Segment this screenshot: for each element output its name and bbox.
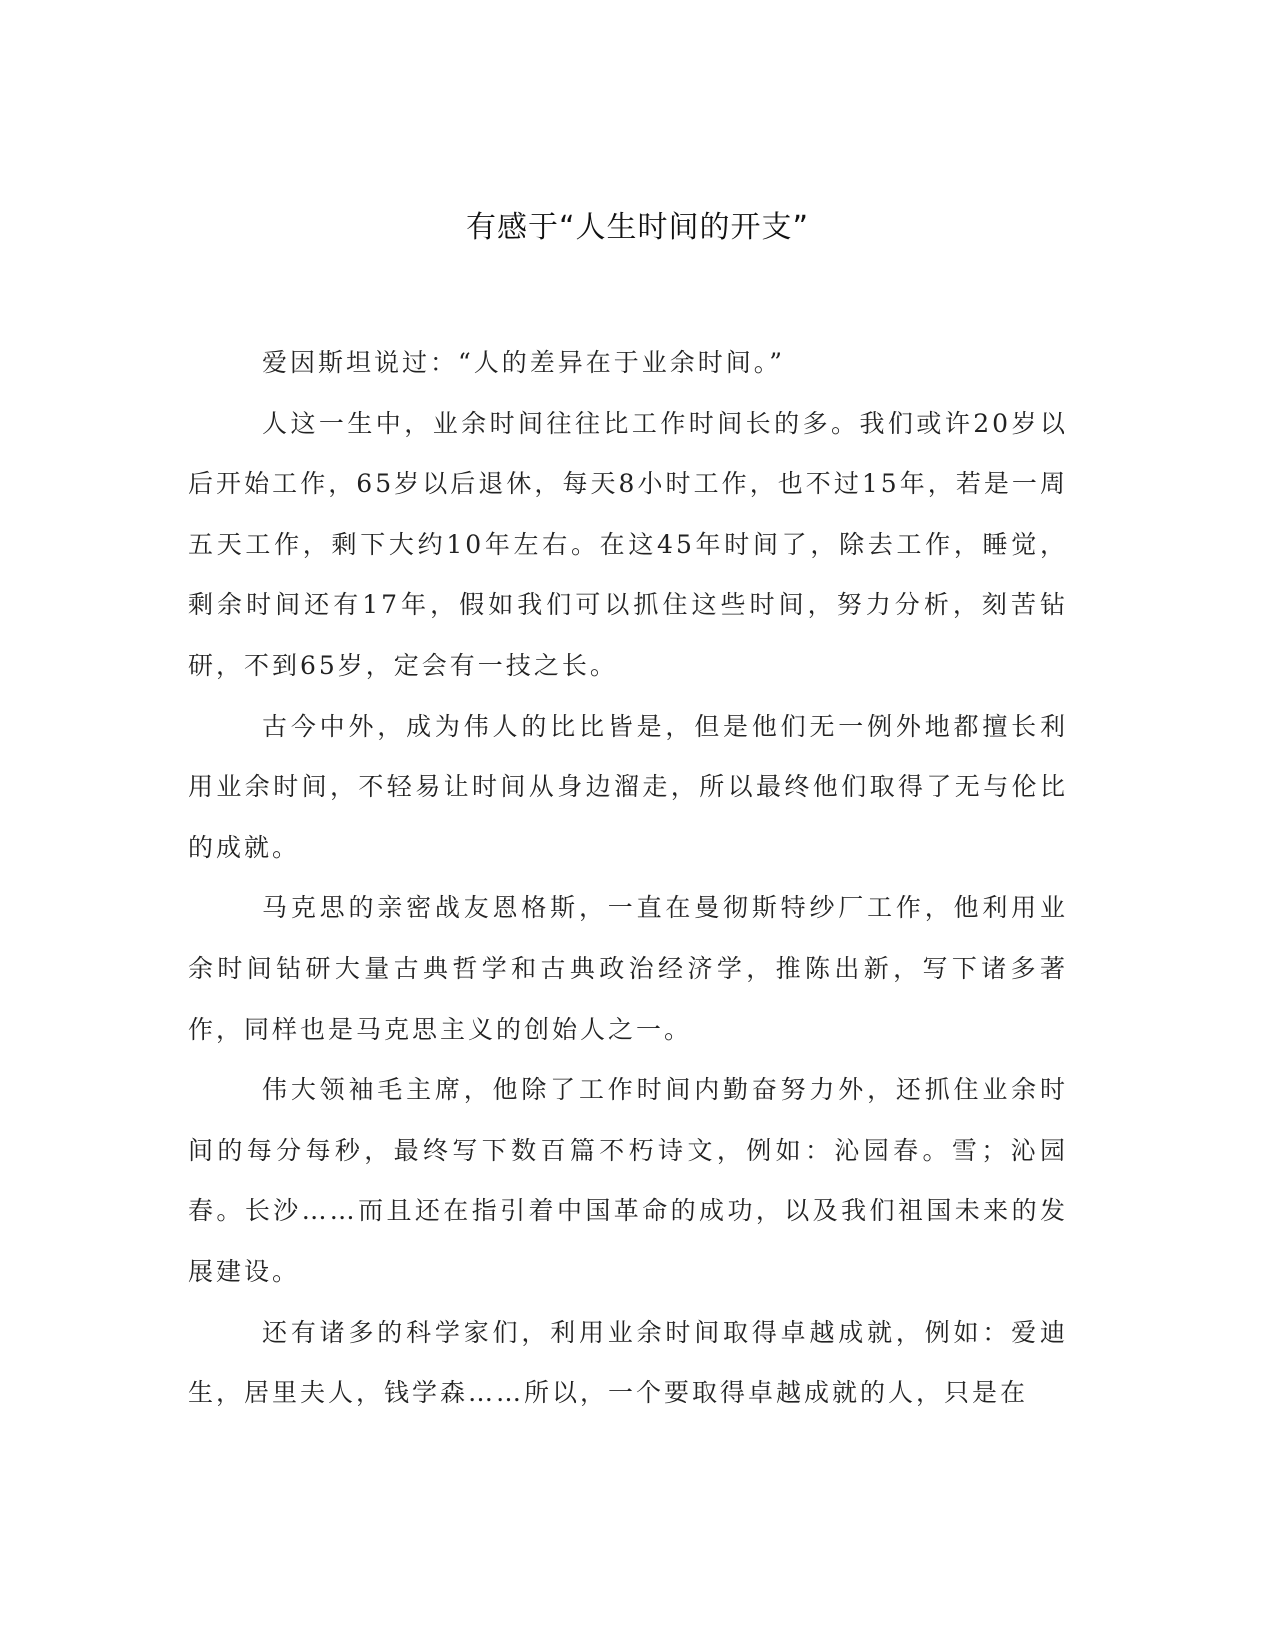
paragraph-5: 伟大领袖毛主席，他除了工作时间内勤奋努力外，还抓住业余时间的每分每秒，最终写下数百篇不朽诗文，例如：沁园春。雪；沁园春。长沙……而且还在指引着中国革命的成功，以及我们祖国未来的发展建设。 <box>188 1075 1068 1286</box>
document-title: 有感于“人生时间的开支” <box>465 210 810 245</box>
document-body <box>188 333 1068 1424</box>
paragraph-3: 古今中外，成为伟人的比比皆是，但是他们无一例外地都擅长利用业余时间，不轻易让时间从身边溜走，所以最终他们取得了无与伦比的成就。 <box>188 711 1068 862</box>
paragraph-6: 还有诸多的科学家们，利用业余时间取得卓越成就，例如：爱迪生，居里夫人，钱学森……所以，一个要取得卓越成就的人，只是在 <box>188 1317 1068 1408</box>
paragraph-1: 爱因斯坦说过：“人的差异在于业余时间。” <box>262 348 786 377</box>
paragraph-2: 人这一生中，业余时间往往比工作时间长的多。我们或许20岁以后开始工作，65岁以后退休，每天8小时工作，也不过15年，若是一周五天工作，剩下大约10年左右。在这45年时间了，除去工作，睡觉，剩余时间还有17年，假如我们可以抓住这些时间，努力分析，刻苦钻研，不到65岁，定会有一技之长。 <box>188 408 1068 680</box>
paragraph-4: 马克思的亲密战友恩格斯，一直在曼彻斯特纱厂工作，他利用业余时间钻研大量古典哲学和古典政治经济学，推陈出新，写下诸多著作，同样也是马克思主义的创始人之一。 <box>188 893 1068 1044</box>
